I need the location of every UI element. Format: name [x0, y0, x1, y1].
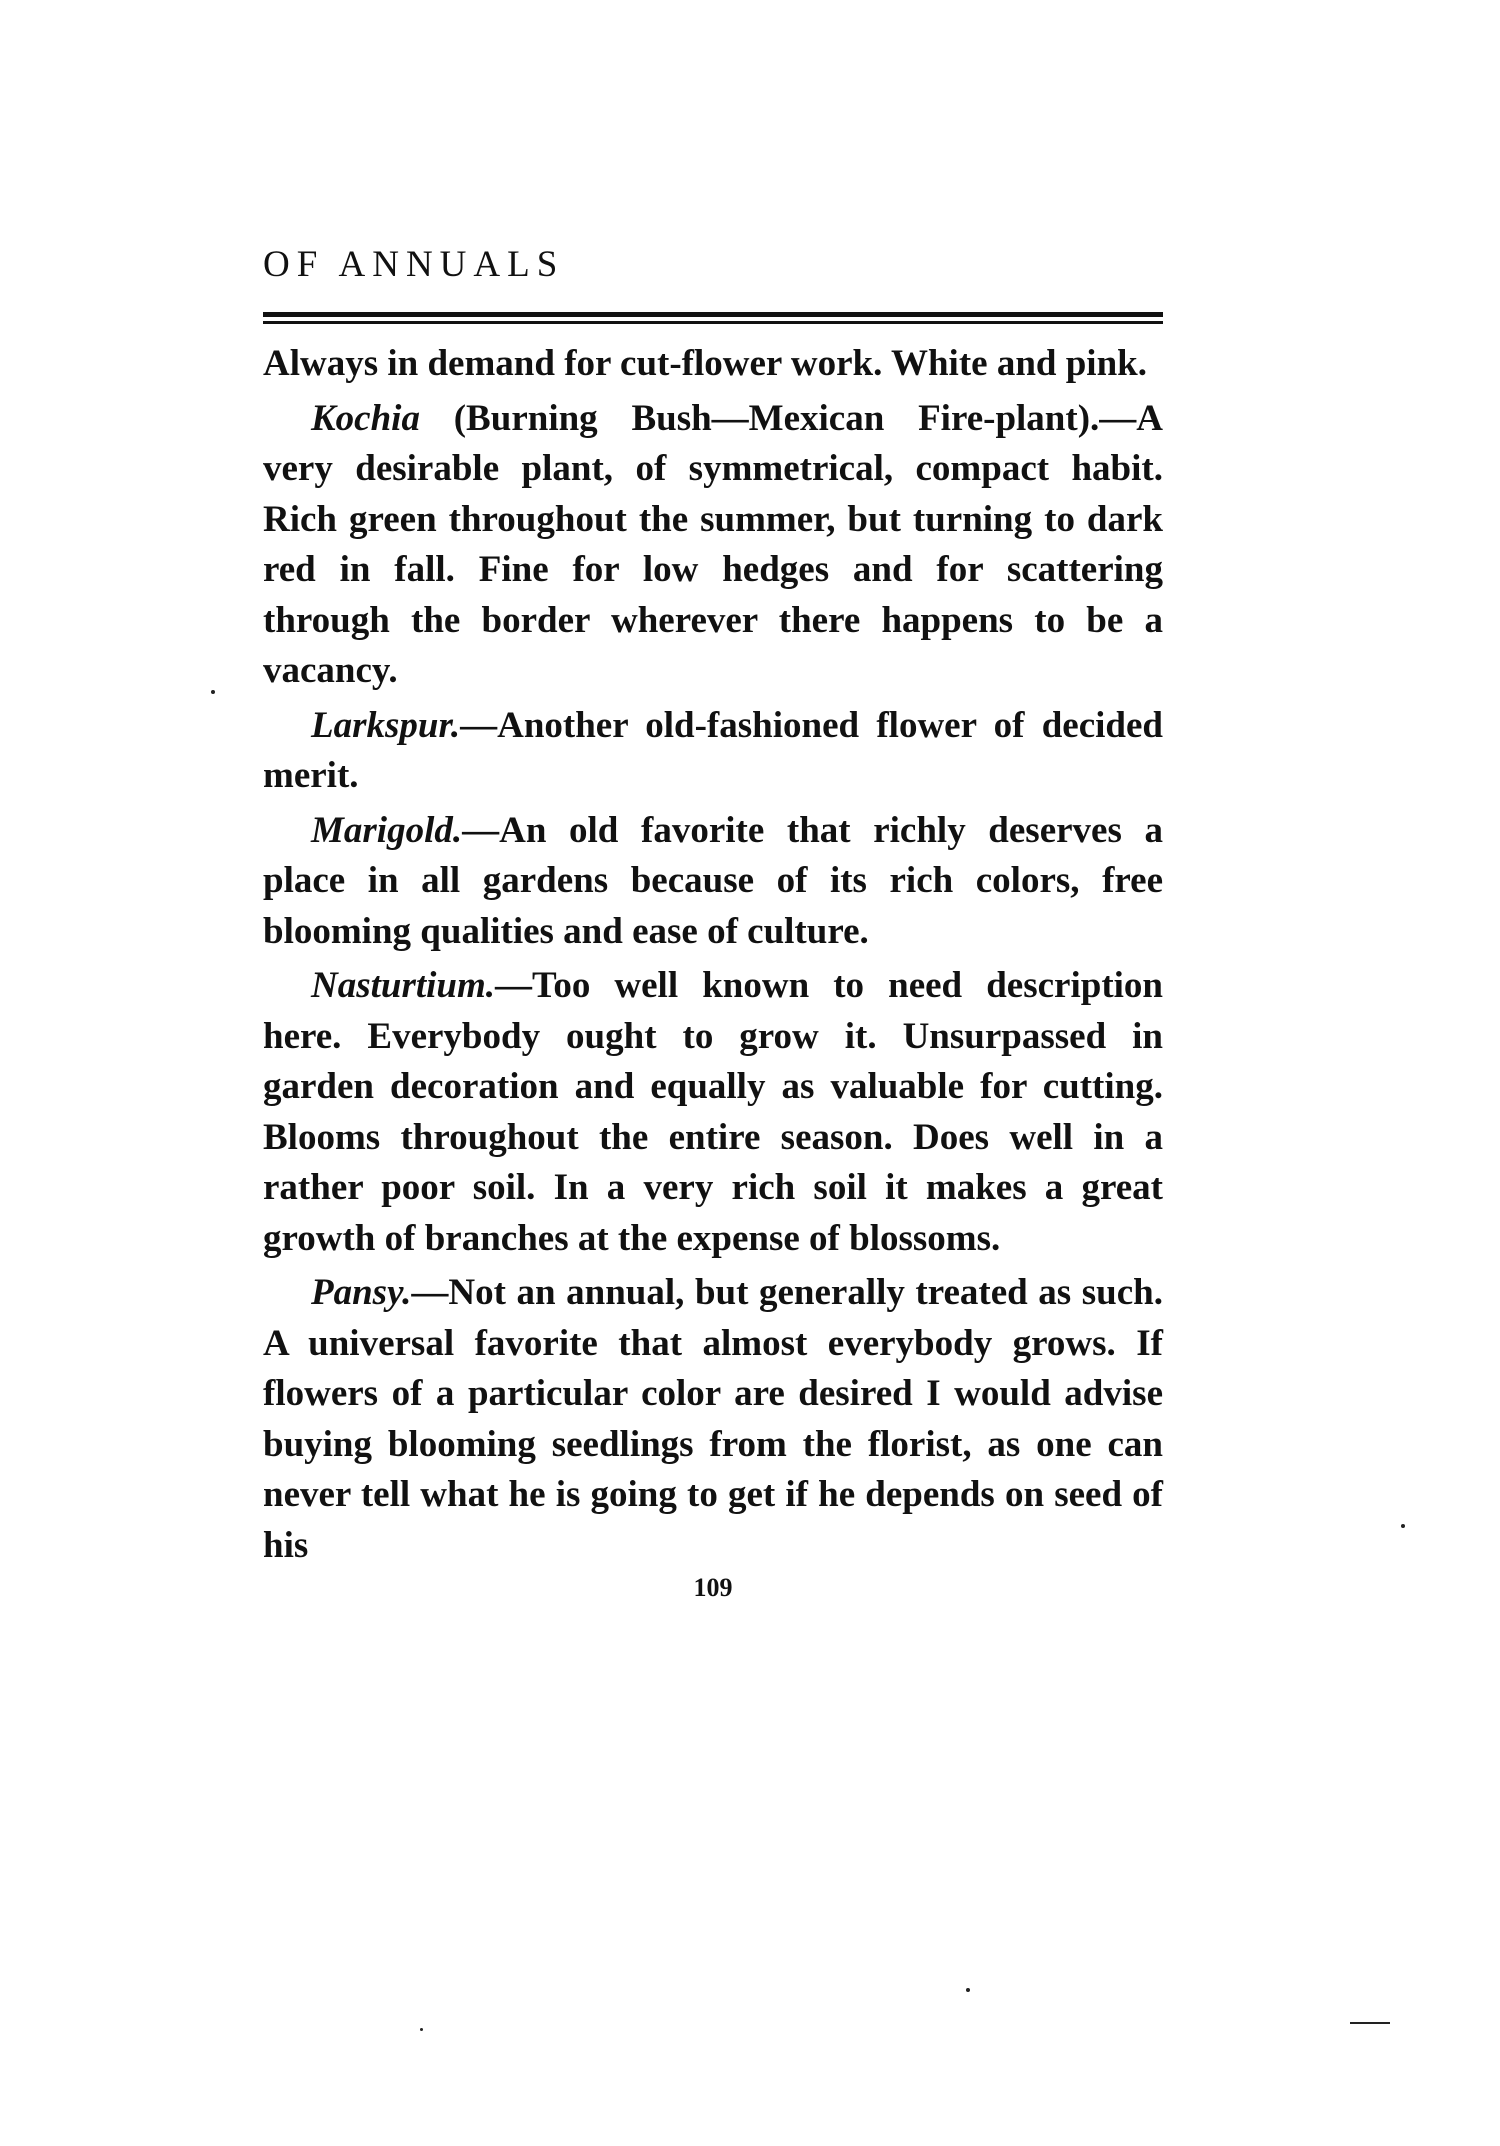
- header-double-rule: [263, 312, 1163, 326]
- paragraph-nasturtium: [263, 961, 1163, 1264]
- scan-mark: [1350, 2022, 1390, 2024]
- body-text: [263, 339, 1163, 1571]
- header-rule-thick: [263, 312, 1163, 317]
- paragraph-text: Always in demand for cut-flower work. White and pink.: [263, 343, 1147, 384]
- scan-speck: [966, 1988, 970, 1992]
- entry-term-pansy: Pansy.: [311, 1272, 412, 1313]
- paragraph-text: —Too well known to need description here. Everybody ought to grow it. Unsurpassed in garden decoration and equally as valuable for cutting. Blooms throughout the entire season. Does well in a rather poor soil. In a very rich soil it makes a great growth of branches at the expense of blossoms.: [263, 965, 1163, 1259]
- paragraph-marigold: [263, 806, 1163, 958]
- paragraph-text: —Another old-fashioned flower of decided merit.: [263, 704, 1163, 796]
- entry-term-larkspur: Larkspur.: [311, 704, 461, 746]
- scan-speck: [1401, 1524, 1405, 1528]
- entry-term-nasturtium: Nasturtium.: [311, 965, 496, 1006]
- header-rule-thin: [263, 321, 1163, 324]
- entry-term-kochia: Kochia: [311, 397, 420, 439]
- scan-speck: [420, 2028, 423, 2031]
- entry-term-marigold: Marigold.: [311, 809, 463, 851]
- paragraph-kochia: [263, 394, 1163, 697]
- running-head: OF ANNUALS: [263, 244, 565, 285]
- paragraph-text: —An old favorite that richly deserves a place in all gardens because of its rich colors, free blooming qualities and ease of culture.: [263, 809, 1163, 952]
- paragraph-text: —Not an annual, but generally treated as such. A universal favorite that almost everybody grows. If flowers of a particular color are desired I would advise buying blooming seedlings from the florist, as one can never tell what he is going to get if he depends on seed of his: [263, 1272, 1163, 1566]
- paragraph-continued: [263, 339, 1163, 390]
- book-page: [263, 244, 1163, 1602]
- scan-speck: [211, 690, 215, 694]
- paragraph-pansy: [263, 1268, 1163, 1571]
- paragraph-larkspur: [263, 701, 1163, 802]
- page-number: 109: [693, 1573, 733, 1602]
- paragraph-text: (Burning Bush—Mexican Fire-plant).—A very desirable plant, of symmetrical, compact habit. Rich green throughout the summer, but turning to dark red in fall. Fine for low hedges and for scattering through the border wherever there happens to be a vacancy.: [263, 397, 1163, 691]
